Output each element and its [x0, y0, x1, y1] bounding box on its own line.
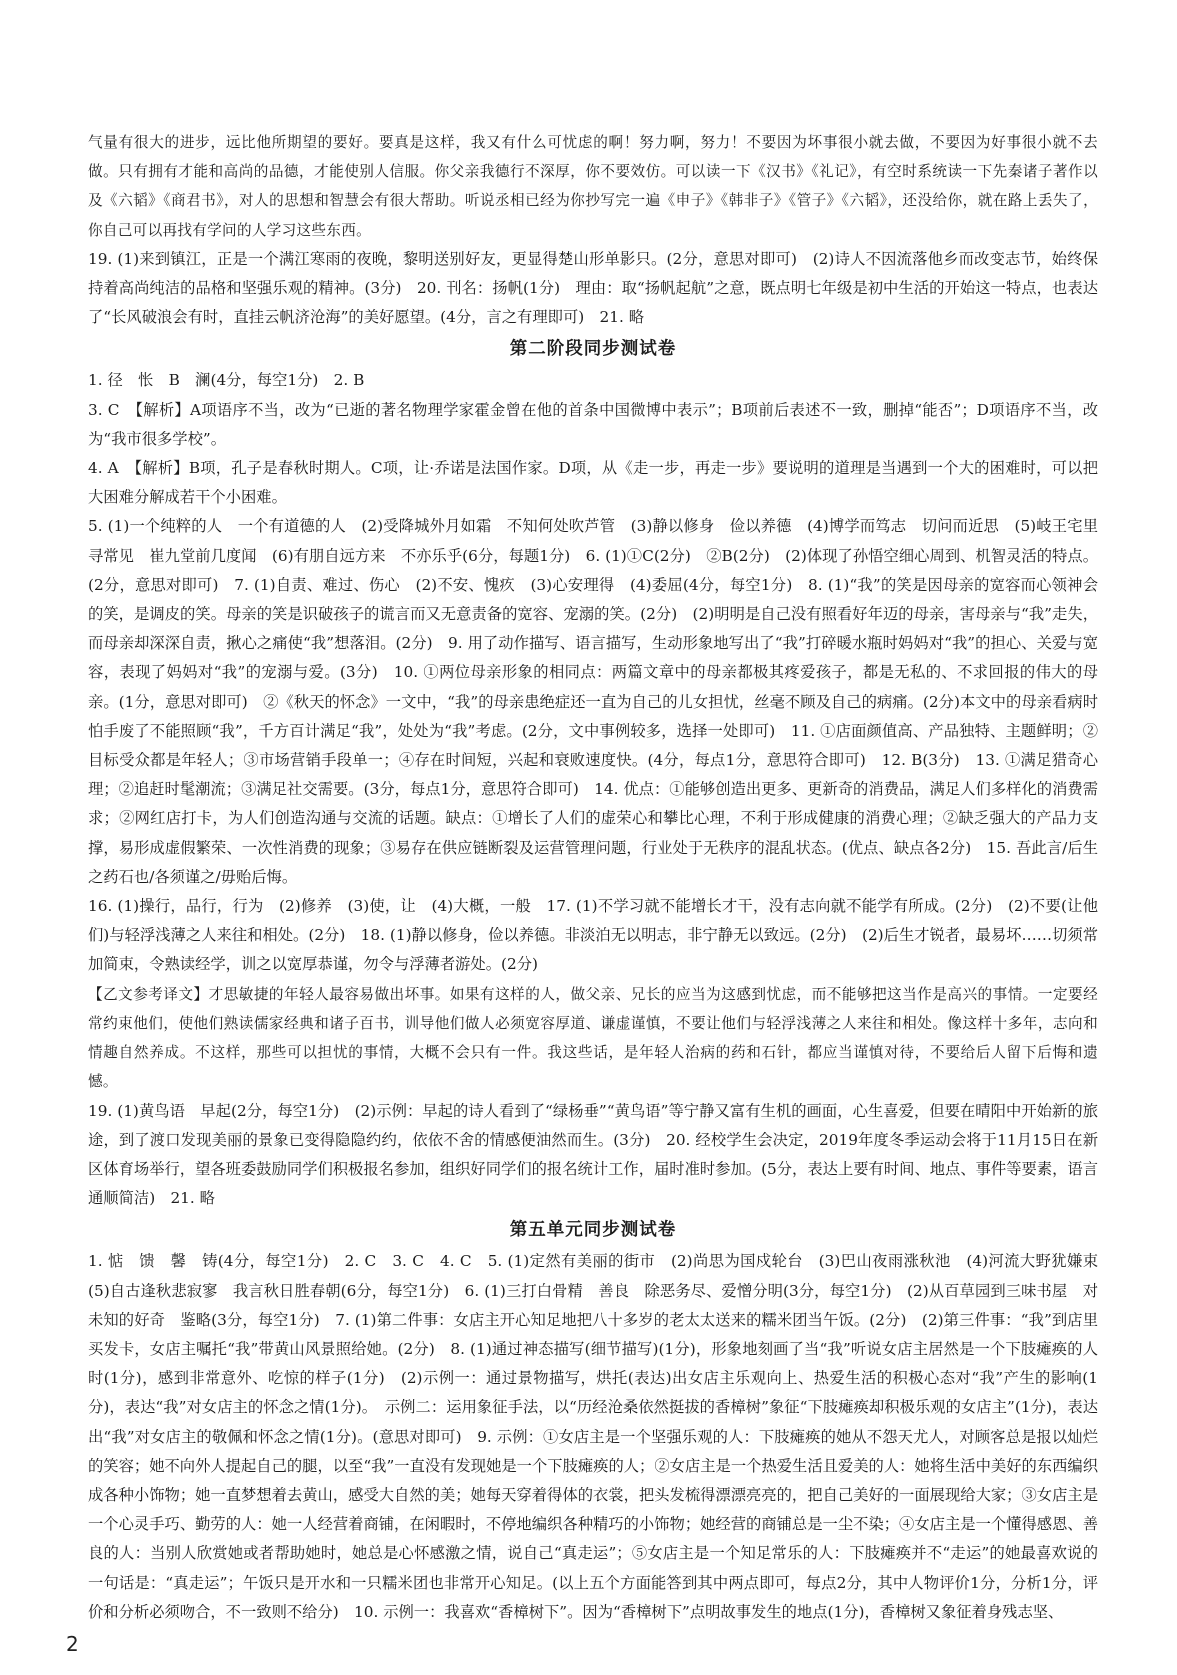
answer-page	[88, 128, 1114, 1627]
translation-paragraph: 气量有很大的进步，远比他所期望的要好。要真是这样，我又有什么可忧虑的啊！努力啊，努力！不要因为坏事很小就去做，不要因为好事很小就不去做。只有拥有才能和高尚的品德，才能使别人信服。你父亲我德行不深厚，你不要效仿。可以读一下《汉书》《礼记》，有空时系统读一下先秦诸子著作以及《六韬》《商君书》，对人的思想和智慧会有很大帮助。听说丞相已经为你抄写完一遍《申子》《韩非子》《管子》《六韬》，还没给你，就在路上丢失了，你自己可以再找有学问的人学习这些东西。	[88, 134, 1098, 239]
answer-paragraph: 4. A 【解析】B项，孔子是春秋时期人。C项，让·乔诺是法国作家。D项，从《走一步，再走一步》要说明的道理是当遇到一个大的困难时，可以把大困难分解成若干个小困难。	[88, 459, 1098, 507]
page-number: 2	[66, 1632, 79, 1656]
section-heading: 第五单元同步测试卷	[509, 1220, 677, 1241]
answer-paragraph: 3. C 【解析】A项语序不当，改为“已逝的著名物理学家霍金曾在他的首条中国微博中表示”；B项前后表述不一致，删掉“能否”；D项语序不当，改为“我市很多学校”。	[88, 400, 1098, 448]
answer-paragraph: 5. (1)一个纯粹的人 一个有道德的人 (2)受降城外月如霜 不知何处吹芦管 (3)静以修身 俭以养德 (4)博学而笃志 切问而近思 (5)岐王宅里寻常见 崔九堂前几度闻 (6)有朋自远方来 不亦乐乎(6分，每题1分) 6. (1)①C(2分) ②B(2分) (2)体现了孙悟空细心周到、机智灵活的特点。(2分，意思对即可) 7. (1)自责、难过、伤心 (2)不安、愧疚 (3)心安理得 (4)委屈(4分，每空1分) 8. (1)“我”的笑是因母亲的宽容而心领神会的笑，是调皮的笑。母亲的笑是识破孩子的谎言而又无意责备的宽容、宠溺的笑。(2分) (2)明明是自己没有照看好年迈的母亲，害母亲与“我”走失，而母亲却深深自责，揪心之痛使“我”想落泪。(2分) 9. 用了动作描写、语言描写，生动形象地写出了“我”打碎暖水瓶时妈妈对“我”的担心、关爱与宽容，表现了妈妈对“我”的宠溺与爱。(3分) 10. ①两位母亲形象的相同点：两篇文章中的母亲都极其疼爱孩子，都是无私的、不求回报的伟大的母亲。(1分，意思对即可) ②《秋天的怀念》一文中，“我”的母亲患绝症还一直为自己的儿女担忧，丝毫不顾及自己的病痛。(2分)本文中的母亲看病时怕手废了不能照顾“我”，千方百计满足“我”，处处为“我”考虑。(2分，文中事例较多，选择一处即可) 11. ①店面颜值高、产品独特、主题鲜明；②目标受众都是年轻人；③市场营销手段单一；④存在时间短，兴起和衰败速度快。(4分，每点1分，意思符合即可) 12. B(3分) 13. ①满足猎奇心理；②追赶时髦潮流；③满足社交需要。(3分，每点1分，意思符合即可) 14. 优点：①能够创造出更多、更新奇的消费品，满足人们多样化的消费需求；②网红店打卡，为人们创造沟通与交流的话题。缺点：①增长了人们的虚荣心和攀比心理，不利于形成健康的消费心理；②缺乏强大的产品力支撑，易形成虚假繁荣、一次性消费的现象；③易存在供应链断裂及运营管理问题，行业处于无秩序的混乱状态。(优点、缺点各2分) 15. 吾此言/后生之药石也/各须谨之/毋贻后悔。	[88, 517, 1098, 886]
answer-paragraph: 1. 径 怅 B 澜(4分，每空1分) 2. B	[88, 371, 365, 390]
section-heading: 第二阶段同步测试卷	[509, 339, 677, 360]
answer-paragraph: 16. (1)操行，品行，行为 (2)修养 (3)使，让 (4)大概，一般 17. (1)不学习就不能增长才干，没有志向就不能学有所成。(2分) (2)不要(让他们)与轻浮浅薄之人来往和相处。(2分) 18. (1)静以修身，俭以养德。非淡泊无以明志，非宁静无以致远。(2分) (2)后生才锐者，最易坏……切须常加简束，令熟读经学，训之以宽厚恭谨，勿令与浮薄者游处。(2分)	[88, 897, 1098, 974]
translation-paragraph: 【乙文参考译文】才思敏捷的年轻人最容易做出坏事。如果有这样的人，做父亲、兄长的应当为这感到忧虑，而不能够把这当作是高兴的事情。一定要经常约束他们，使他们熟读儒家经典和诸子百书，训导他们做人必须宽容厚道、谦虚谨慎，不要让他们与轻浮浅薄之人来往和相处。像这样十多年，志向和情趣自然养成。不这样，那些可以担忧的事情，大概不会只有一件。我这些话，是年轻人治病的药和石针，都应当谨慎对待，不要给后人留下后悔和遗憾。	[88, 985, 1098, 1091]
answer-paragraph: 19. (1)黄鸟语 早起(2分，每空1分) (2)示例：早起的诗人看到了“绿杨垂”“黄鸟语”等宁静又富有生机的画面，心生喜爱，但要在晴阳中开始新的旅途，到了渡口发现美丽的景象已变得隐隐约约，依依不舍的情感便油然而生。(3分) 20. 经校学生会决定，2019年度冬季运动会将于11月15日在新区体育场举行，望各班委鼓励同学们积极报名参加，组织好同学们的报名统计工作，届时准时参加。(5分，表达上要有时间、地点、事件等要素，语言通顺简洁) 21. 略	[88, 1101, 1099, 1208]
answer-paragraph: 1. 惦 馈 馨 铸(4分，每空1分) 2. C 3. C 4. C 5. (1)定然有美丽的街市 (2)尚思为国戍轮台 (3)巴山夜雨涨秋池 (4)河流大野犹嫌束 (5)自古逢秋悲寂寥 我言秋日胜春朝(6分，每空1分) 6. (1)三打白骨精 善良 除恶务尽、爱憎分明(3分，每空1分) (2)从百草园到三味书屋 对未知的好奇 鉴略(3分，每空1分) 7. (1)第二件事：女店主开心知足地把八十多岁的老太太送来的糯米团当午饭。(2分) (2)第三件事：“我”到店里买发卡，女店主嘱托“我”带黄山风景照给她。(2分) 8. (1)通过神态描写(细节描写)(1分)，形象地刻画了当“我”听说女店主居然是一个下肢瘫痪的人时(1分)，感到非常意外、吃惊的样子(1分) (2)示例一：通过景物描写，烘托(表达)出女店主乐观向上、热爱生活的积极心态对“我”产生的影响(1分)，表达“我”对女店主的怀念之情(1分)。 示例二：运用象征手法，以“历经沧桑依然挺拔的香樟树”象征“下肢瘫痪却积极乐观的女店主”(1分)，表达出“我”对女店主的敬佩和怀念之情(1分)。(意思对即可) 9. 示例：①女店主是一个坚强乐观的人：下肢瘫痪的她从不怨天尤人，对顾客总是报以灿烂的笑容；她不向外人提起自己的腿，以至“我”一直没有发现她是一个下肢瘫痪的人；②女店主是一个热爱生活且爱美的人：她将生活中美好的东西编织成各种小饰物；她一直梦想着去黄山，感受大自然的美；她每天穿着得体的衣裳，把头发梳得漂漂亮亮的，把自己美好的一面展现给大家；③女店主是一个心灵手巧、勤劳的人：她一人经营着商铺，在闲暇时，不停地编织各种精巧的小饰物；她经营的商铺总是一尘不染；④女店主是一个懂得感恩、善良的人：当别人欣赏她或者帮助她时，她总是心怀感激之情，说自己“真走运”；⑤女店主是一个知足常乐的人：下肢瘫痪并不“走运”的她最喜欢说的一句话是：“真走运”；午饭只是开水和一只糯米团也非常开心知足。(以上五个方面能答到其中两点即可，每点2分，其中人物评价1分，分析1分，评价和分析必须吻合，不一致则不给分) 10. 示例一：我喜欢“香樟树下”。因为“香樟树下”点明故事发生的地点(1分)，香樟树又象征着身残志坚、	[88, 1252, 1114, 1621]
answer-paragraph: 19. (1)来到镇江，正是一个满江寒雨的夜晚，黎明送别好友，更显得楚山形单影只。(2分，意思对即可) (2)诗人不因流落他乡而改变志节，始终保持着高尚纯洁的品格和坚强乐观的精神。(3分) 20. 刊名：扬帆(1分) 理由：取“扬帆起航”之意，既点明七年级是初中生活的开始这一特点，也表达了“长风破浪会有时，直挂云帆济沧海”的美好愿望。(4分，言之有理即可) 21. 略	[88, 249, 1098, 327]
